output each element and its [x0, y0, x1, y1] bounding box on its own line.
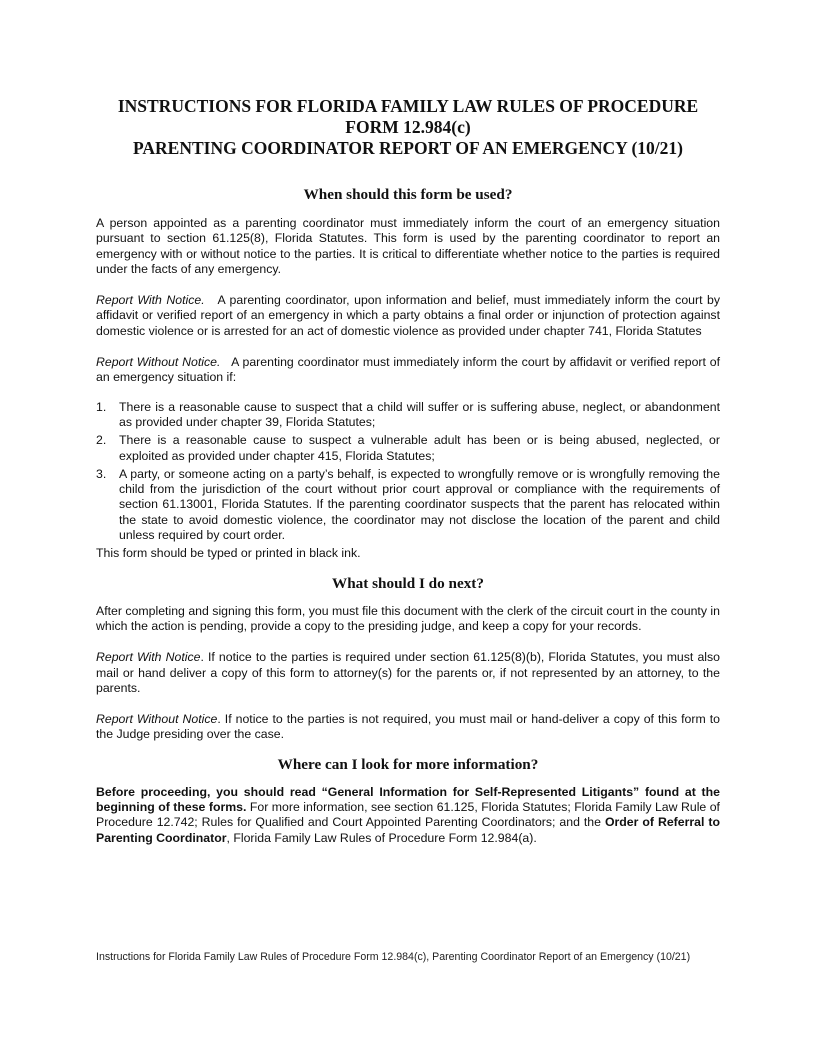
title-line-2: FORM 12.984(c) — [345, 117, 471, 137]
text-more-info-1: For more information, see section 61.125, Florida Statutes; Florida Family Law Rule of Procedure 12.742; Rules for Qualified and Court Appointed Parenting Coordinators; and the — [96, 800, 720, 830]
list-item-text: There is a reasonable cause to suspect that a child will suffer or is suffering abuse, neglect, or abandonment as provided under chapter 39, Florida Statutes; — [119, 399, 720, 429]
paragraph-report-without-notice — [96, 355, 720, 386]
label-next-with-notice: Report With Notice — [96, 650, 201, 665]
label-next-without-notice: Report Without Notice — [96, 712, 218, 727]
paragraph-intro: A person appointed as a parenting coordinator must immediately inform the court of an emergency situation pursuant to section 61.125(8), Florida Statutes. This form is used by the parenting coordinator to report an emergency with or without notice to the parties. It is critical to differentiate whether notice to the parties is required under the facts of any emergency. — [96, 216, 720, 276]
text-report-without-notice: A parenting coordinator must immediately inform the court by affidavit or verified report of an emergency situation if: — [96, 355, 720, 385]
list-item — [96, 400, 720, 431]
heading-what-next: What should I do next? — [332, 574, 484, 592]
paragraph-next-with-notice — [96, 650, 720, 696]
list-item-number: 3. — [96, 466, 107, 481]
section-when-used — [96, 186, 720, 562]
list-item-text: There is a reasonable cause to suspect a vulnerable adult has been or is being abused, neglected, or exploited as provided under chapter 415, Florida Statutes; — [119, 433, 720, 463]
paragraph-report-with-notice — [96, 293, 720, 339]
paragraph-ink-note: This form should be typed or printed in black ink. — [96, 546, 361, 561]
list-item — [96, 467, 720, 543]
section-more-info — [96, 756, 720, 846]
paragraph-next-without-notice — [96, 712, 720, 743]
paragraph-more-info — [96, 785, 720, 846]
label-report-without-notice: Report Without Notice. — [96, 355, 221, 370]
section-what-next — [96, 575, 720, 743]
list-item-number: 1. — [96, 399, 107, 414]
heading-more-info: Where can I look for more information? — [277, 755, 539, 773]
list-item — [96, 433, 720, 464]
list-item-text: A party, or someone acting on a party’s behalf, is expected to wrongfully remove or is wrongfully removing the child from the jurisdiction of the court without prior court approval or compliance with the requirements of section 61.13001, Florida Statutes. If the parenting coordinator suspects that the parent has relocated within the state to avoid domestic violence, the coordinator may not disclose the location of the parent and child unless required by court order. — [119, 466, 720, 543]
title-line-1: INSTRUCTIONS FOR FLORIDA FAMILY LAW RULES OF PROCEDURE — [117, 96, 699, 116]
title-line-3: PARENTING COORDINATOR REPORT OF AN EMERGENCY (10/21) — [132, 138, 683, 158]
text-report-with-notice: A parenting coordinator, upon information and belief, must immediately inform the court by affidavit or verified report of an emergency in which a party obtains a final order or injunction of protection against domestic violence or is arrested for an act of domestic violence as provided under chapter 741, Florida Statutes — [96, 293, 720, 338]
page-footer: Instructions for Florida Family Law Rules of Procedure Form 12.984(c), Parenting Coordinator Report of an Emergency (10/21) — [96, 951, 691, 963]
list-item-number: 2. — [96, 433, 107, 448]
heading-when-used: When should this form be used? — [303, 186, 513, 203]
bold-order-of-referral: Order of Referral to Parenting Coordinator — [96, 815, 720, 845]
paragraph-filing: After completing and signing this form, you must file this document with the clerk of the circuit court in the county in which the action is pending, provide a copy to the presiding judge, and keep a copy for your records. — [96, 603, 720, 633]
bold-general-info: Before proceeding, you should read “General Information for Self-Represented Litigants” found at the beginning of these forms. — [96, 784, 720, 815]
text-more-info-2: , Florida Family Law Rules of Procedure Form 12.984(a). — [226, 830, 537, 845]
text-next-with-notice: . If notice to the parties is required under section 61.125(8)(b), Florida Statutes, you must also mail or hand deliver a copy of this form to attorney(s) for the parents or, if not represented by an attorney, to the parents. — [96, 650, 720, 695]
document-title — [96, 96, 720, 159]
label-report-with-notice: Report With Notice. — [96, 293, 205, 308]
text-next-without-notice: . If notice to the parties is not required, you must mail or hand-deliver a copy of this form to the Judge presiding over the case. — [96, 712, 720, 742]
emergency-conditions-list — [96, 400, 720, 544]
